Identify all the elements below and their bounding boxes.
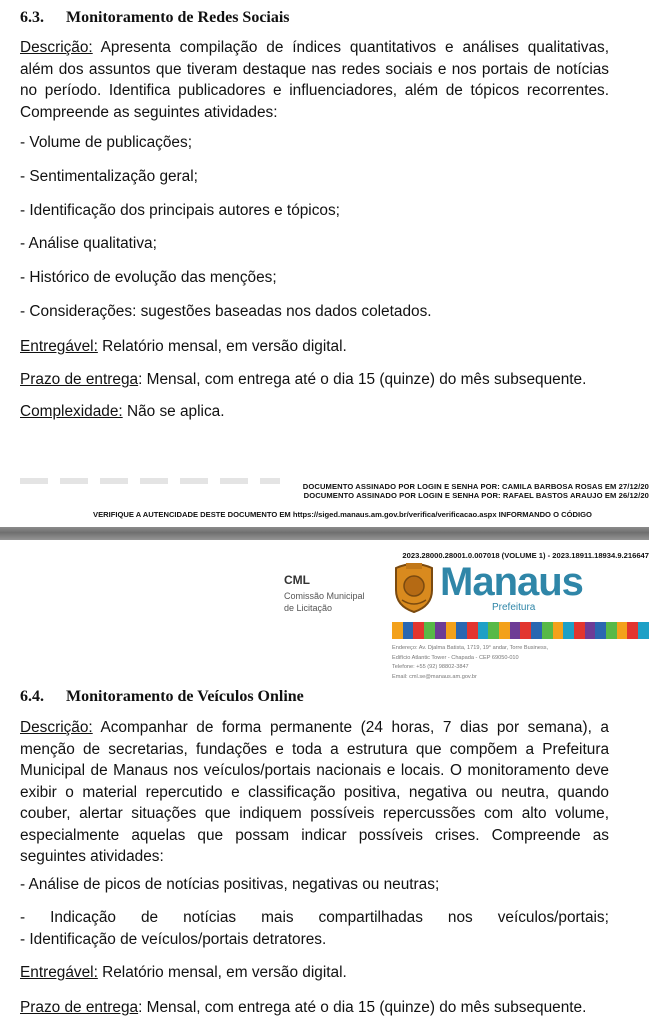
stripe-segment <box>403 622 414 639</box>
address-line: Edifício Atlantic Tower - Chapada - CEP 69050-010 <box>392 654 519 661</box>
description-text: Apresenta compilação de índices quantitativos e análises qualitativas, além dos assuntos que tiveram destaque nas redes sociais e nos portais de notícias no período. Identifica publicadores e influenciadores, além de tópicos recorrentes. Compreende as seguintes atividades: <box>20 39 609 121</box>
city-crest-icon <box>392 560 436 614</box>
section-heading <box>20 9 290 27</box>
deadline-text: : Mensal, com entrega até o dia 15 (quinze) do mês subsequente. <box>138 371 587 388</box>
stripe-segment <box>627 622 638 639</box>
description-label: Descrição: <box>20 39 93 56</box>
section-title: Monitoramento de Redes Sociais <box>66 9 290 26</box>
list-item: - Análise de picos de notícias positivas, negativas ou neutras; <box>20 876 440 893</box>
address-line: Endereço: Av. Djalma Batista, 1719, 19° andar, Torre Business, <box>392 645 549 651</box>
stripe-segment <box>595 622 606 639</box>
list-item: - Considerações: sugestões baseadas nos dados coletados. <box>20 303 432 320</box>
list-item: - Identificação de veículos/portais detratores. <box>20 931 327 948</box>
org-abbreviation: CML <box>284 573 310 587</box>
stripe-segment <box>542 622 553 639</box>
list-item-word: compartilhadas <box>318 909 423 926</box>
stripe-segment <box>553 622 564 639</box>
list-item: - Histórico de evolução das menções; <box>20 269 277 286</box>
stripe-segment <box>563 622 574 639</box>
deadline-text: : Mensal, com entrega até o dia 15 (quinze) do mês subsequente. <box>138 999 587 1016</box>
deliverable-label: Entregável: <box>20 964 98 981</box>
list-item-word: - <box>20 909 26 926</box>
deliverable-text: Relatório mensal, em versão digital. <box>97 338 347 355</box>
list-item-word: Indicação <box>50 909 116 926</box>
page-separator <box>0 527 649 541</box>
list-item-word: de <box>140 909 159 926</box>
section-number: 6.3. <box>20 9 44 26</box>
description-paragraph <box>20 717 609 868</box>
complexity-label: Complexidade: <box>20 403 123 420</box>
stripe-segment <box>478 622 489 639</box>
document-number: 2023.28000.28001.0.007018 (VOLUME 1) - 2023.18911.18934.9.216647 <box>402 551 649 560</box>
list-item <box>20 909 609 927</box>
section-heading <box>20 688 304 706</box>
list-item: - Identificação dos principais autores e tópicos; <box>20 202 340 219</box>
stripe-segment <box>510 622 521 639</box>
faint-footer-text <box>20 478 280 484</box>
list-item: - Volume de publicações; <box>20 134 192 151</box>
phone-line: Telefone: +55 (92) 98802-3847 <box>392 664 469 670</box>
stripe-segment <box>574 622 585 639</box>
org-name: Comissão Municipal de Licitação <box>284 591 365 613</box>
document-page-bottom <box>0 540 649 1024</box>
deadline-line <box>20 999 586 1017</box>
stripe-segment <box>488 622 499 639</box>
list-item: - Sentimentalização geral; <box>20 168 198 185</box>
stripe-segment <box>531 622 542 639</box>
signature-line-2: DOCUMENTO ASSINADO POR LOGIN E SENHA POR: RAFAEL BASTOS ARAUJO EM 26/12/20 <box>303 491 649 500</box>
complexity-text: Não se aplica. <box>122 403 225 420</box>
deadline-line <box>20 371 586 389</box>
deliverable-line <box>20 338 347 356</box>
stripe-segment <box>467 622 478 639</box>
stripe-segment <box>617 622 628 639</box>
email-line: Email: cml.se@manaus.am.gov.br <box>392 673 477 680</box>
stripe-segment <box>456 622 467 639</box>
stripe-segment <box>446 622 457 639</box>
list-item: - Análise qualitativa; <box>20 235 157 252</box>
stripe-segment <box>413 622 424 639</box>
stripe-segment <box>424 622 435 639</box>
stripe-segment <box>585 622 596 639</box>
city-logo-subtitle: Prefeitura <box>492 602 536 613</box>
address-block <box>392 644 622 682</box>
stripe-segment <box>638 622 649 639</box>
section-title: Monitoramento de Veículos Online <box>66 688 304 705</box>
description-label: Descrição: <box>20 719 93 736</box>
list-item-word: nos <box>447 909 473 926</box>
stripe-segment <box>606 622 617 639</box>
stripe-segment <box>520 622 531 639</box>
deadline-label: Prazo de entrega <box>20 999 139 1016</box>
deliverable-label: Entregável: <box>20 338 98 355</box>
list-item-word: mais <box>261 909 294 926</box>
stripe-segment <box>499 622 510 639</box>
city-logo-text: Manaus <box>440 560 583 604</box>
list-item-word: veículos/portais; <box>497 909 609 926</box>
signature-line-1: DOCUMENTO ASSINADO POR LOGIN E SENHA POR: CAMILA BARBOSA ROSAS EM 27/12/20 <box>302 482 649 491</box>
section-number: 6.4. <box>20 688 44 705</box>
color-stripe-banner <box>392 622 649 639</box>
complexity-line <box>20 403 224 421</box>
deliverable-line <box>20 964 347 982</box>
deliverable-text: Relatório mensal, em versão digital. <box>97 964 347 981</box>
description-paragraph <box>20 37 609 123</box>
description-text: Acompanhar de forma permanente (24 horas, 7 dias por semana), a menção de secretarias, fundações e toda a estrutura que compõem a Prefeitura Municipal de Manaus nos veículos/portais nacionais e locais. O monitoramento deve exibir o material repercutido e classificação positiva, negativa ou neutra, quando couber, alertar situações que indiquem possíveis repercussões com alto volume, especialmente aquelas que possam indicar possíveis crises. Compreende as seguintes atividades: <box>20 719 609 865</box>
list-item-word: notícias <box>183 909 237 926</box>
deadline-label: Prazo de entrega <box>20 371 139 388</box>
stripe-segment <box>392 622 403 639</box>
stripe-segment <box>435 622 446 639</box>
verification-link-text: VERIFIQUE A AUTENCIDADE DESTE DOCUMENTO EM https://siged.manaus.am.gov.br/verifica/verificacao.aspx INFORMANDO O CÓDIGO <box>93 510 592 519</box>
